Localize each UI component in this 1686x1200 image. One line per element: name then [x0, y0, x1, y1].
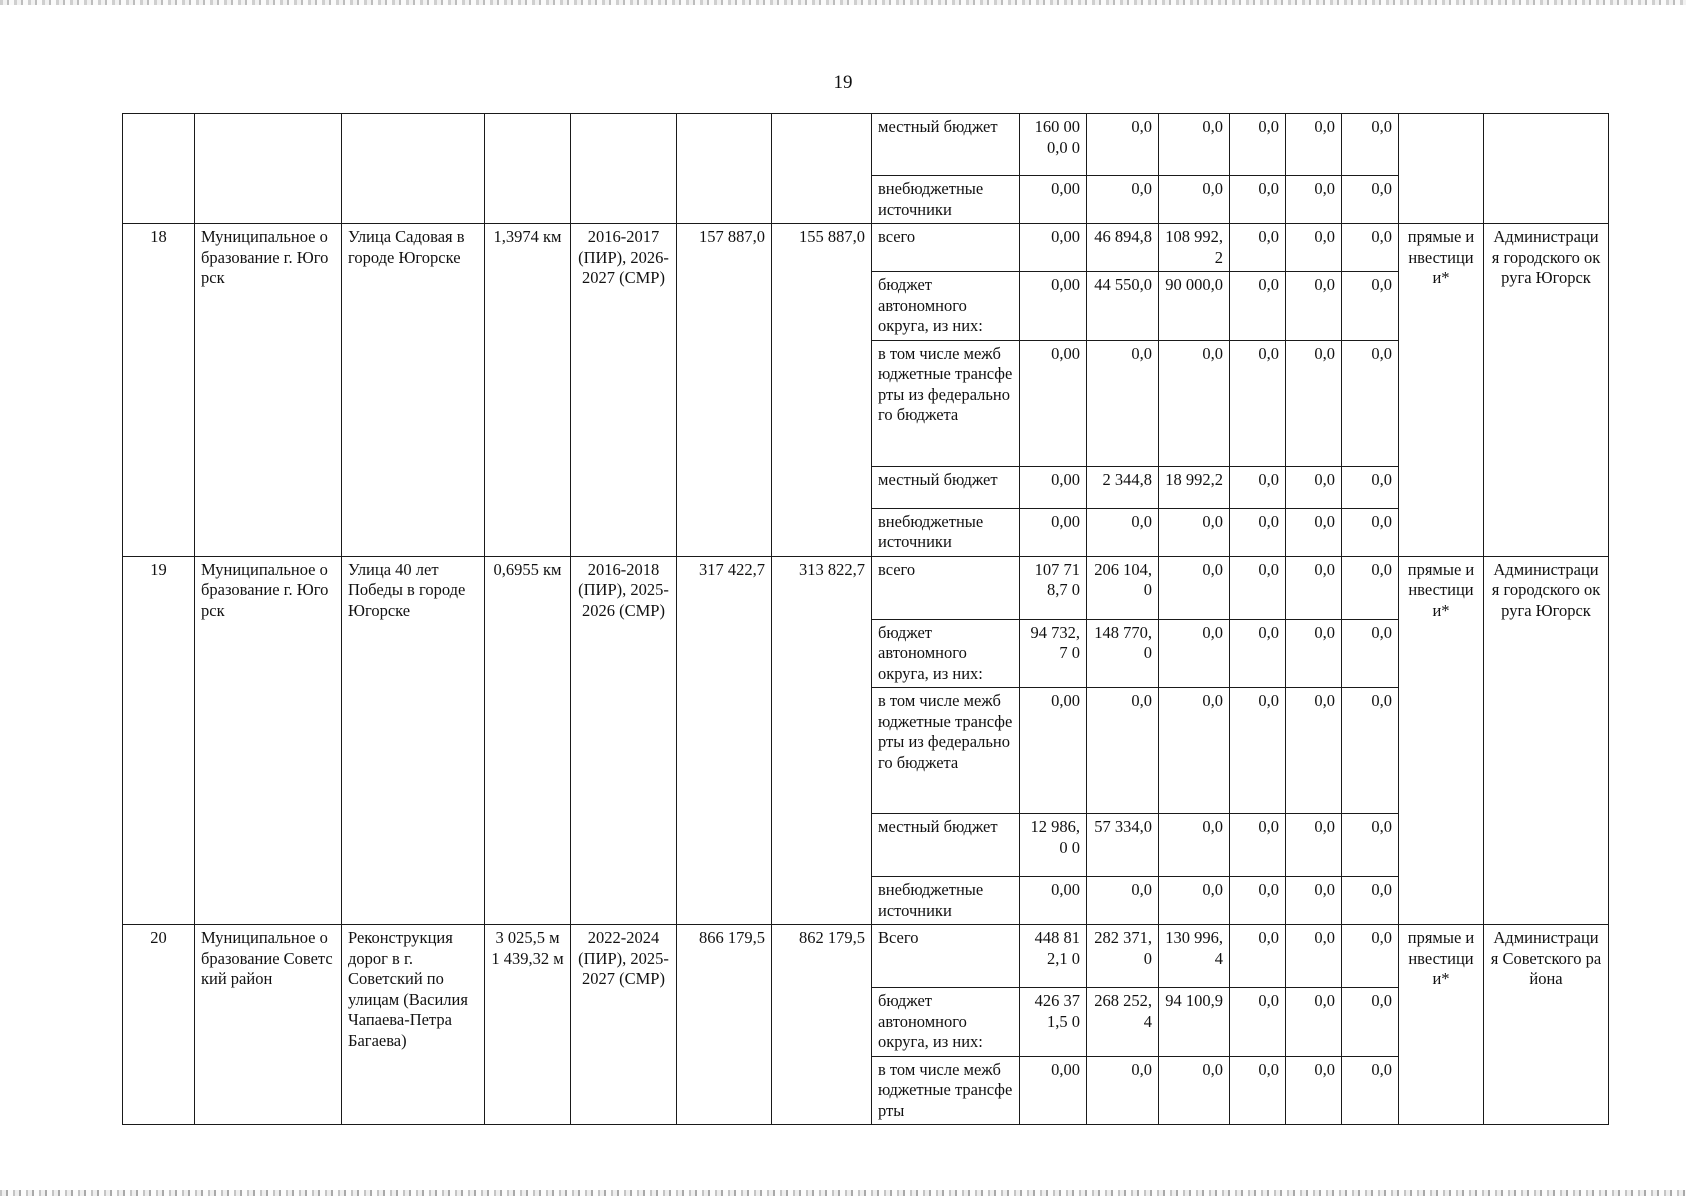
amount-cell: 0,0: [1286, 619, 1342, 688]
scan-edge-bottom: [0, 1190, 1686, 1196]
amount-cell: 0,0: [1159, 814, 1230, 877]
amount-cell: 0,0: [1230, 176, 1286, 224]
cell-empty: [342, 114, 485, 224]
amount-cell: 268 252,4: [1087, 988, 1159, 1057]
amount-cell: 282 371,0: [1087, 925, 1159, 988]
amount-cell: 0,0: [1087, 340, 1159, 466]
amount-cell: 0,0: [1342, 224, 1399, 272]
funding-source: в том числе межбюджетные трансферты: [872, 1056, 1020, 1125]
amount-cell: 94 732,7 0: [1020, 619, 1087, 688]
amount-cell: 108 992,2: [1159, 224, 1230, 272]
amount-cell: 0,0: [1342, 508, 1399, 556]
amount-cell: 57 334,0: [1087, 814, 1159, 877]
cell-empty: [772, 114, 872, 224]
amount-cell: 0,0: [1230, 466, 1286, 508]
amount-cell: 0,0: [1087, 1056, 1159, 1125]
work-period: 2016-2018 (ПИР), 2025-2026 (СМР): [571, 556, 677, 925]
amount-cell: 0,0: [1286, 466, 1342, 508]
amount-cell: 0,0: [1230, 114, 1286, 176]
amount-cell: 0,0: [1286, 272, 1342, 341]
amount-cell: 0,0: [1286, 114, 1342, 176]
funding-source: Всего: [872, 925, 1020, 988]
amount-cell: 0,0: [1230, 1056, 1286, 1125]
funding-source: местный бюджет: [872, 466, 1020, 508]
amount-cell: 94 100,9: [1159, 988, 1230, 1057]
work-period: 2022-2024 (ПИР), 2025-2027 (СМР): [571, 925, 677, 1125]
amount-cell: 0,0: [1342, 114, 1399, 176]
scan-edge-top: [0, 0, 1686, 5]
funding-source: внебюджетные источники: [872, 176, 1020, 224]
amount-cell: 0,0: [1087, 877, 1159, 925]
amount-cell: 0,00: [1020, 508, 1087, 556]
amount-cell: 0,00: [1020, 466, 1087, 508]
work-period: 2016-2017 (ПИР), 2026-2027 (СМР): [571, 224, 677, 557]
amount-cell: 0,00: [1020, 877, 1087, 925]
amount-cell: 0,00: [1020, 688, 1087, 814]
amount-cell: 0,0: [1230, 619, 1286, 688]
amount-cell: 0,0: [1230, 556, 1286, 619]
amount-cell: 90 000,0: [1159, 272, 1230, 341]
funding-source: внебюджетные источники: [872, 508, 1020, 556]
municipality: Муниципальное образование г. Югорск: [195, 556, 342, 925]
amount-cell: 0,0: [1159, 877, 1230, 925]
amount-cell: 0,0: [1230, 988, 1286, 1057]
amount-cell: 44 550,0: [1087, 272, 1159, 341]
cell-empty: [1399, 114, 1484, 224]
funding-source: бюджет автономного округа, из них:: [872, 988, 1020, 1057]
remaining-cost: 313 822,7: [772, 556, 872, 925]
amount-cell: 0,0: [1230, 272, 1286, 341]
amount-cell: 0,0: [1230, 814, 1286, 877]
table-row: [123, 224, 1609, 272]
amount-cell: 0,0: [1342, 176, 1399, 224]
remaining-cost: 862 179,5: [772, 925, 872, 1125]
amount-cell: 0,0: [1342, 877, 1399, 925]
investment-mechanism: прямые инвестиции*: [1399, 224, 1484, 557]
item-number: 19: [123, 556, 195, 925]
amount-cell: 0,0: [1286, 176, 1342, 224]
object-length: 0,6955 км: [485, 556, 571, 925]
total-cost: 317 422,7: [677, 556, 772, 925]
investment-table: [122, 113, 1609, 1125]
amount-cell: 0,0: [1286, 688, 1342, 814]
amount-cell: 0,0: [1342, 925, 1399, 988]
amount-cell: 160 000,0 0: [1020, 114, 1087, 176]
amount-cell: 0,0: [1159, 114, 1230, 176]
amount-cell: 0,0: [1230, 877, 1286, 925]
funding-source: в том числе межбюджетные трансферты из федерального бюджета: [872, 688, 1020, 814]
amount-cell: 0,00: [1020, 224, 1087, 272]
object-name: Реконструкция дорог в г. Советский по улицам (Василия Чапаева-Петра Багаева): [342, 925, 485, 1125]
amount-cell: 0,0: [1342, 272, 1399, 341]
funding-source: всего: [872, 556, 1020, 619]
total-cost: 866 179,5: [677, 925, 772, 1125]
amount-cell: 107 718,7 0: [1020, 556, 1087, 619]
amount-cell: 448 812,1 0: [1020, 925, 1087, 988]
amount-cell: 0,0: [1159, 508, 1230, 556]
amount-cell: 0,0: [1342, 619, 1399, 688]
amount-cell: 0,0: [1286, 925, 1342, 988]
item-number: 18: [123, 224, 195, 557]
amount-cell: 0,00: [1020, 340, 1087, 466]
amount-cell: 0,0: [1342, 1056, 1399, 1125]
investment-mechanism: прямые инвестиции*: [1399, 556, 1484, 925]
cell-empty: [195, 114, 342, 224]
amount-cell: 12 986,0 0: [1020, 814, 1087, 877]
amount-cell: 18 992,2: [1159, 466, 1230, 508]
amount-cell: 0,0: [1286, 340, 1342, 466]
amount-cell: 0,00: [1020, 176, 1087, 224]
amount-cell: 0,00: [1020, 1056, 1087, 1125]
page-number: 19: [833, 72, 853, 93]
amount-cell: 0,0: [1286, 877, 1342, 925]
investment-mechanism: прямые инвестиции*: [1399, 925, 1484, 1125]
cell-empty: [677, 114, 772, 224]
executor: Администрация Советского района: [1484, 925, 1609, 1125]
amount-cell: 0,0: [1286, 556, 1342, 619]
table-row: [123, 925, 1609, 988]
funding-source: всего: [872, 224, 1020, 272]
item-number: 20: [123, 925, 195, 1125]
amount-cell: 0,0: [1286, 988, 1342, 1057]
municipality: Муниципальное образование г. Югорск: [195, 224, 342, 557]
amount-cell: 0,0: [1286, 224, 1342, 272]
amount-cell: 206 104,0: [1087, 556, 1159, 619]
amount-cell: 0,0: [1087, 176, 1159, 224]
amount-cell: 0,0: [1286, 814, 1342, 877]
amount-cell: 0,0: [1159, 619, 1230, 688]
amount-cell: 0,0: [1230, 340, 1286, 466]
amount-cell: 0,0: [1087, 688, 1159, 814]
amount-cell: 46 894,8: [1087, 224, 1159, 272]
funding-source: местный бюджет: [872, 114, 1020, 176]
amount-cell: 0,0: [1286, 1056, 1342, 1125]
cell-empty: [571, 114, 677, 224]
funding-source: в том числе межбюджетные трансферты из федерального бюджета: [872, 340, 1020, 466]
amount-cell: 0,0: [1342, 466, 1399, 508]
amount-cell: 426 371,5 0: [1020, 988, 1087, 1057]
object-name: Улица 40 лет Победы в городе Югорске: [342, 556, 485, 925]
funding-source: бюджет автономного округа, из них:: [872, 272, 1020, 341]
table-row: [123, 556, 1609, 619]
amount-cell: 0,0: [1230, 688, 1286, 814]
amount-cell: 0,0: [1342, 688, 1399, 814]
amount-cell: 148 770,0: [1087, 619, 1159, 688]
amount-cell: 0,0: [1087, 508, 1159, 556]
funding-source: внебюджетные источники: [872, 877, 1020, 925]
amount-cell: 0,0: [1159, 340, 1230, 466]
total-cost: 157 887,0: [677, 224, 772, 557]
amount-cell: 0,0: [1159, 556, 1230, 619]
object-length: 3 025,5 м 1 439,32 м: [485, 925, 571, 1125]
cell-empty: [485, 114, 571, 224]
object-length: 1,3974 км: [485, 224, 571, 557]
amount-cell: 0,0: [1230, 925, 1286, 988]
municipality: Муниципальное образование Советский район: [195, 925, 342, 1125]
table-row: [123, 114, 1609, 176]
amount-cell: 130 996,4: [1159, 925, 1230, 988]
amount-cell: 0,0: [1230, 224, 1286, 272]
amount-cell: 0,0: [1159, 688, 1230, 814]
funding-source: бюджет автономного округа, из них:: [872, 619, 1020, 688]
amount-cell: 0,0: [1286, 508, 1342, 556]
amount-cell: 0,0: [1342, 556, 1399, 619]
cell-empty: [1484, 114, 1609, 224]
amount-cell: 0,00: [1020, 272, 1087, 341]
executor: Администрация городского округа Югорск: [1484, 556, 1609, 925]
amount-cell: 2 344,8: [1087, 466, 1159, 508]
amount-cell: 0,0: [1230, 508, 1286, 556]
remaining-cost: 155 887,0: [772, 224, 872, 557]
cell-empty: [123, 114, 195, 224]
amount-cell: 0,0: [1342, 814, 1399, 877]
amount-cell: 0,0: [1342, 988, 1399, 1057]
object-name: Улица Садовая в городе Югорске: [342, 224, 485, 557]
executor: Администрация городского округа Югорск: [1484, 224, 1609, 557]
amount-cell: 0,0: [1159, 176, 1230, 224]
funding-source: местный бюджет: [872, 814, 1020, 877]
amount-cell: 0,0: [1159, 1056, 1230, 1125]
amount-cell: 0,0: [1342, 340, 1399, 466]
amount-cell: 0,0: [1087, 114, 1159, 176]
